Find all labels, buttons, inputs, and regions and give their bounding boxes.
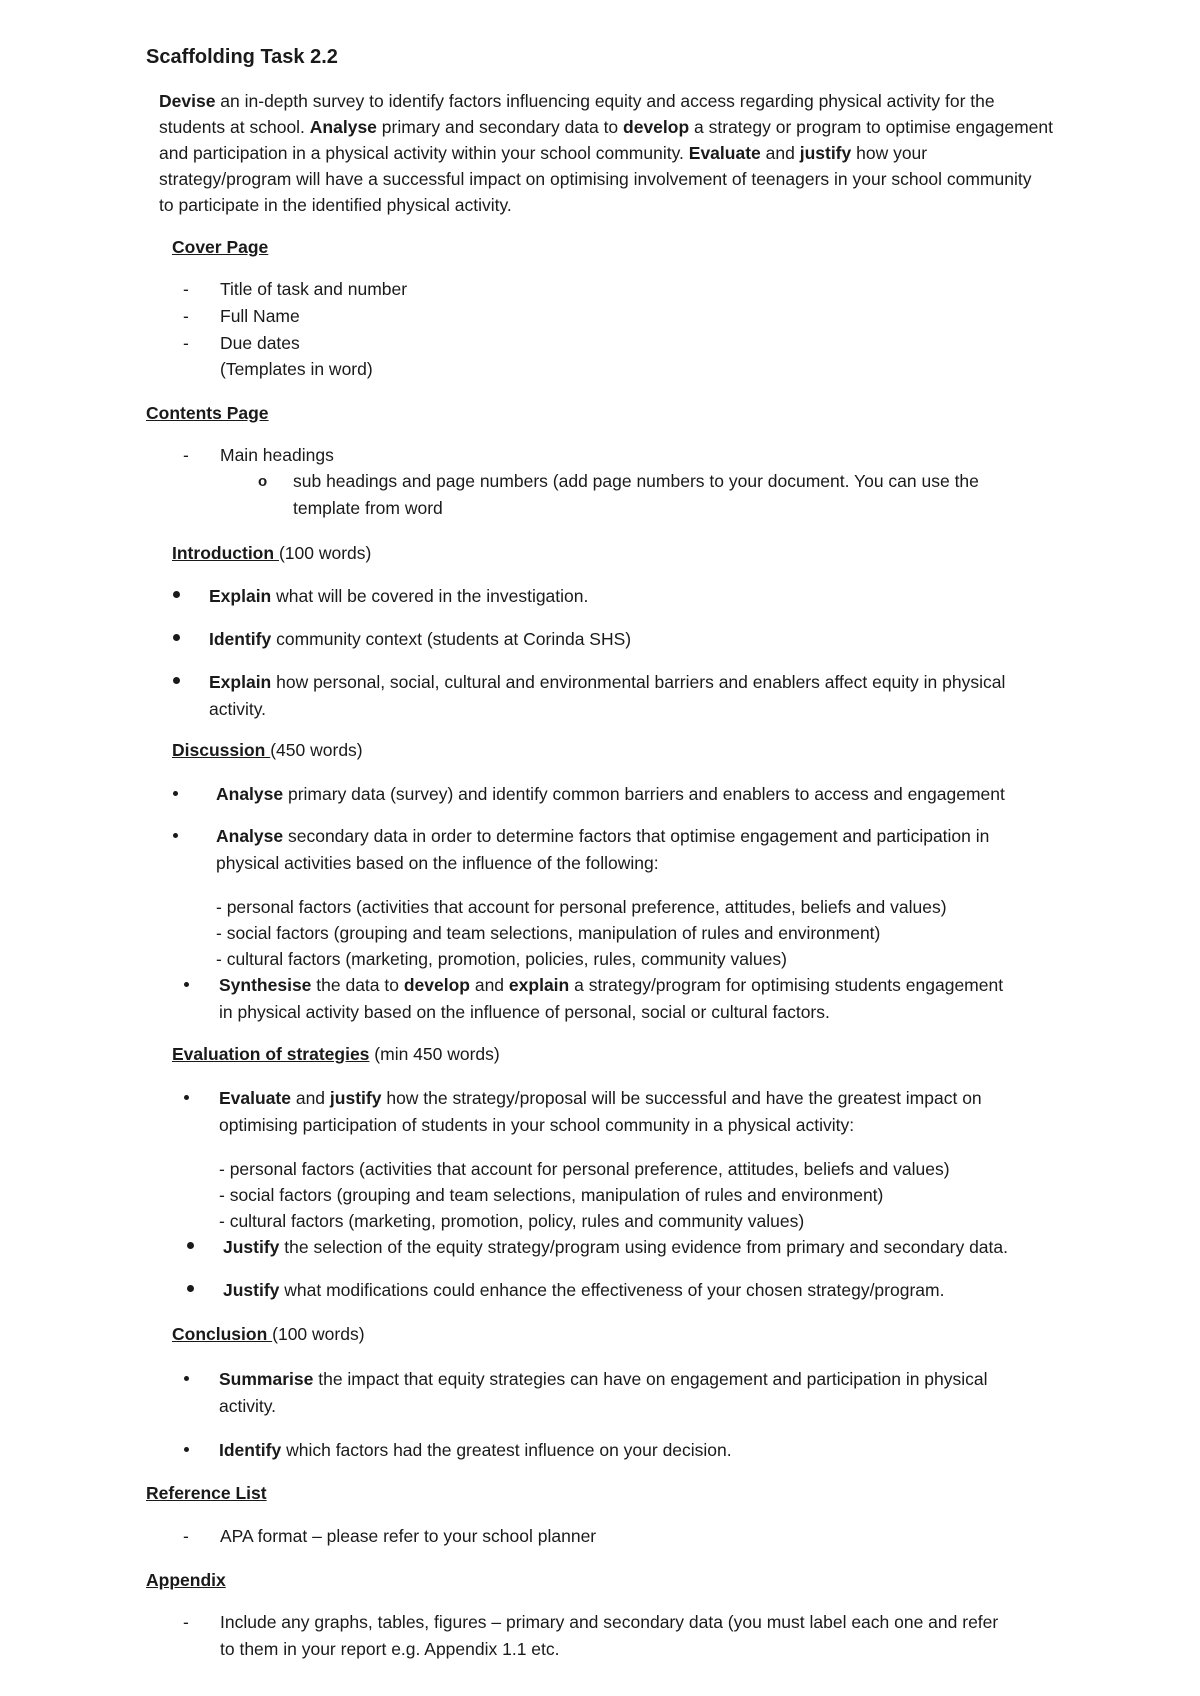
bullet-dot [184, 1376, 189, 1381]
bullet-dot [173, 591, 180, 598]
introduction-bullet-3-cont: activity. [209, 699, 267, 719]
discussion-factor-personal: - personal factors (activities that account for personal preference, attitudes, beliefs and values) [216, 897, 947, 917]
page-title: Scaffolding Task 2.2 [146, 46, 338, 68]
contents-heading: Contents Page [146, 403, 269, 423]
contents-sub-line-1: sub headings and page numbers (add page numbers to your document. You can use the [293, 471, 979, 491]
discussion-bullet-1: Analyse primary data (survey) and identify common barriers and enablers to access and engagement [216, 784, 1005, 804]
reference-item: APA format – please refer to your school planner [220, 1526, 597, 1546]
cover-note: (Templates in word) [220, 359, 373, 379]
discussion-heading-row: Discussion (450 words) [172, 740, 363, 760]
cover-heading: Cover Page [172, 237, 269, 257]
discussion-factor-social: - social factors (grouping and team selections, manipulation of rules and environment) [216, 923, 881, 943]
intro-line-3: and participation in a physical activity within your school community. Evaluate and justify how your [159, 143, 928, 163]
bullet-dot [173, 833, 178, 838]
dash-marker: - [183, 333, 189, 353]
bullet-dot [187, 1285, 194, 1292]
introduction-bullet-1: Explain what will be covered in the investigation. [209, 586, 589, 606]
intro-line-2: students at school. Analyse primary and secondary data to develop a strategy or program to optimise engagement [159, 117, 1053, 137]
conclusion-bullet-1-cont: activity. [219, 1396, 277, 1416]
cover-item-name: Full Name [220, 306, 300, 326]
evaluation-bullet-1-cont: optimising participation of students in your school community in a physical activity: [219, 1115, 855, 1135]
bullet-dot [184, 982, 189, 987]
hollow-bullet: o [258, 473, 268, 490]
dash-marker: - [183, 1612, 189, 1632]
introduction-bullet-3: Explain how personal, social, cultural and environmental barriers and enablers affect equity in physical [209, 672, 1006, 692]
conclusion-bullet-2: Identify which factors had the greatest influence on your decision. [219, 1440, 732, 1460]
cover-item-title: Title of task and number [220, 279, 408, 299]
bullet-dot [173, 677, 180, 684]
discussion-bullet-3-cont: in physical activity based on the influence of personal, social or cultural factors. [219, 1002, 830, 1022]
contents-sub-line-2: template from word [293, 498, 443, 518]
dash-marker: - [183, 279, 189, 299]
evaluation-bullet-3: Justify what modifications could enhance the effectiveness of your chosen strategy/program. [223, 1280, 945, 1300]
intro-line-5: to participate in the identified physical activity. [159, 195, 512, 215]
conclusion-heading-row: Conclusion (100 words) [172, 1324, 365, 1344]
introduction-heading-row: Introduction (100 words) [172, 543, 372, 563]
bullet-dot [173, 791, 178, 796]
evaluation-bullet-2: Justify the selection of the equity strategy/program using evidence from primary and secondary data. [223, 1237, 1008, 1257]
intro-line-4: strategy/program will have a successful impact on optimising involvement of teenagers in your school community [159, 169, 1032, 189]
appendix-item-line-2: to them in your report e.g. Appendix 1.1 etc. [220, 1639, 560, 1659]
discussion-bullet-3: Synthesise the data to develop and explain a strategy/program for optimising students engagement [219, 975, 1004, 995]
evaluation-bullet-1: Evaluate and justify how the strategy/proposal will be successful and have the greatest impact on [219, 1088, 982, 1108]
dash-marker: - [183, 1526, 189, 1546]
cover-item-dates: Due dates [220, 333, 300, 353]
bullet-dot [187, 1242, 194, 1249]
bullet-dot [184, 1095, 189, 1100]
intro-line-1: Devise an in-depth survey to identify factors influencing equity and access regarding physical activity for the [159, 91, 995, 111]
evaluation-factor-cultural: - cultural factors (marketing, promotion, policy, rules and community values) [219, 1211, 805, 1231]
evaluation-factor-personal: - personal factors (activities that account for personal preference, attitudes, beliefs and values) [219, 1159, 950, 1179]
contents-item: Main headings [220, 445, 334, 465]
introduction-bullet-2: Identify community context (students at Corinda SHS) [209, 629, 632, 649]
evaluation-heading-row: Evaluation of strategies (min 450 words) [172, 1044, 500, 1064]
conclusion-bullet-1: Summarise the impact that equity strategies can have on engagement and participation in physical [219, 1369, 988, 1389]
appendix-item-line-1: Include any graphs, tables, figures – primary and secondary data (you must label each one and refer [220, 1612, 999, 1632]
evaluation-factor-social: - social factors (grouping and team selections, manipulation of rules and environment) [219, 1185, 884, 1205]
appendix-heading: Appendix [146, 1570, 226, 1590]
dash-marker: - [183, 445, 189, 465]
bullet-dot [184, 1447, 189, 1452]
discussion-bullet-2-cont: physical activities based on the influence of the following: [216, 853, 659, 873]
discussion-bullet-2: Analyse secondary data in order to determine factors that optimise engagement and participation in [216, 826, 990, 846]
discussion-factor-cultural: - cultural factors (marketing, promotion, policies, rules, community values) [216, 949, 787, 969]
dash-marker: - [183, 306, 189, 326]
bullet-dot [173, 634, 180, 641]
reference-heading: Reference List [146, 1483, 267, 1503]
